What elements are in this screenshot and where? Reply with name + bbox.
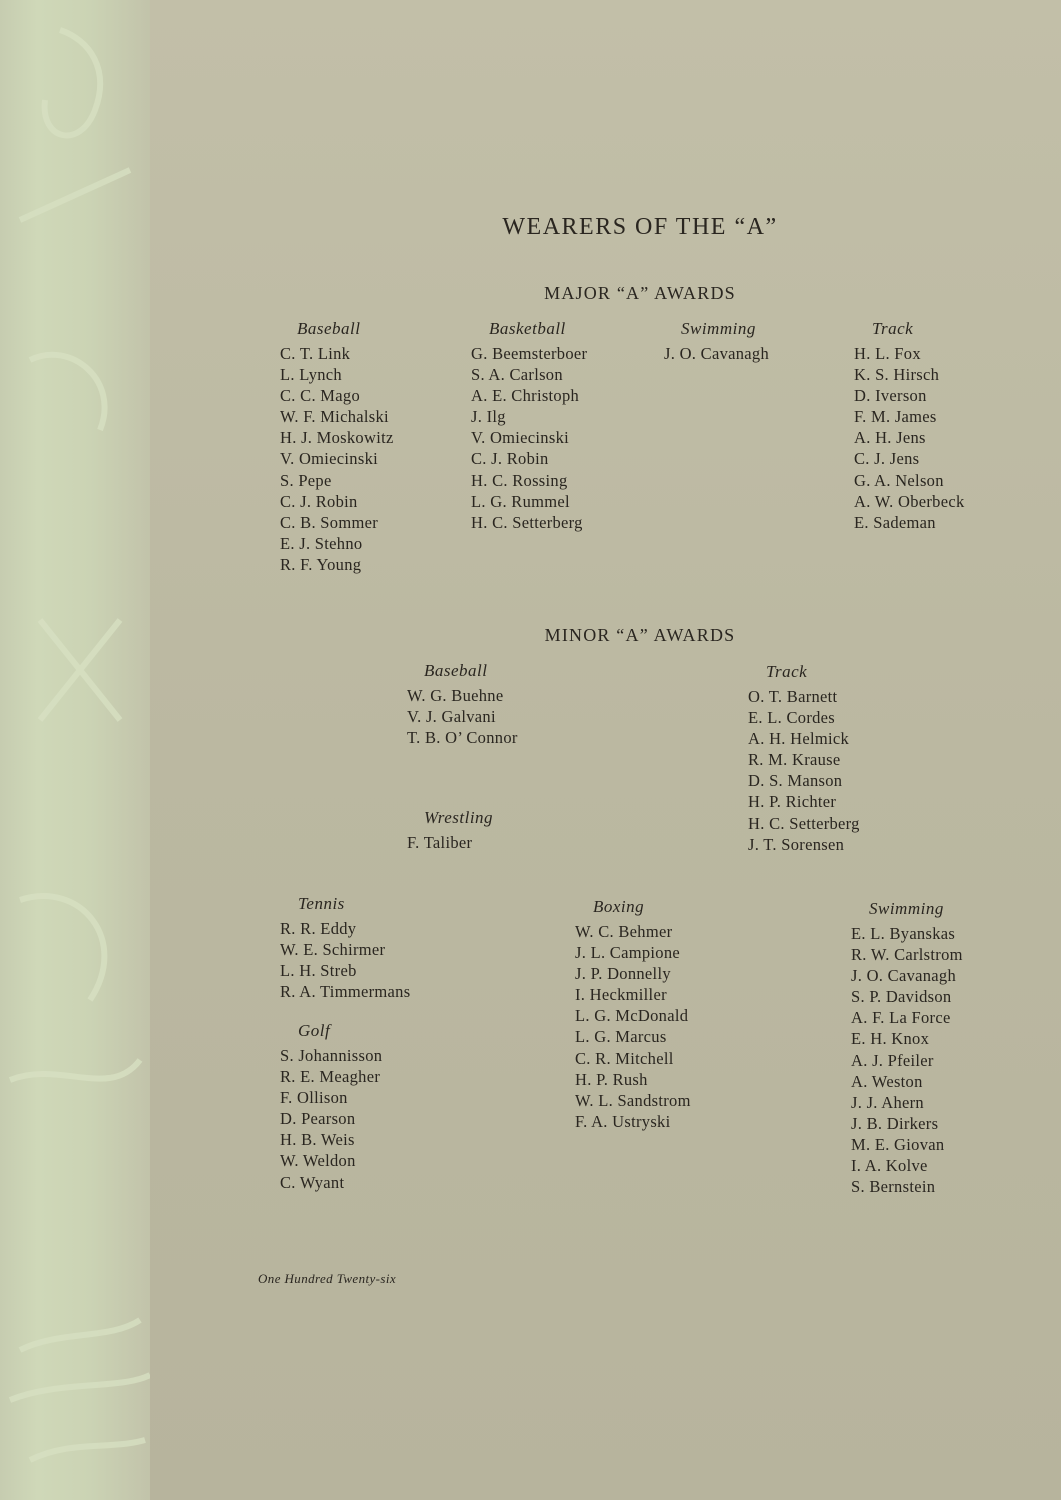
list-item: W. C. Behmer bbox=[575, 922, 673, 941]
list-item: A. F. La Force bbox=[851, 1008, 951, 1028]
list-item: C. J. Jens bbox=[854, 449, 920, 469]
list-item: J. B. Dirkers bbox=[851, 1113, 939, 1133]
minor-golf-column bbox=[280, 1021, 382, 1193]
sport-heading: Golf bbox=[298, 1021, 331, 1040]
major-basketball-column bbox=[471, 319, 587, 533]
list-item: S. Johannisson bbox=[280, 1046, 383, 1065]
list-item: R. F. Young bbox=[280, 554, 362, 574]
list-item: H. C. Rossing bbox=[471, 470, 568, 490]
list-item: V. Omiecinski bbox=[471, 428, 570, 448]
list-item: I. Heckmiller bbox=[575, 985, 667, 1005]
list-item: J. J. Ahern bbox=[851, 1092, 924, 1112]
list-item: R. W. Carlstrom bbox=[851, 945, 963, 965]
list-item: E. J. Stehno bbox=[280, 533, 363, 553]
list-item: L. G. Rummel bbox=[471, 491, 570, 511]
list-item: L. G. Marcus bbox=[575, 1027, 667, 1047]
list-item: H. C. Setterberg bbox=[471, 512, 583, 532]
list-item: J. O. Cavanagh bbox=[664, 344, 770, 363]
name-list bbox=[407, 832, 493, 853]
name-list bbox=[280, 918, 410, 1002]
list-item: K. S. Hirsch bbox=[854, 365, 940, 385]
list-item: J. Ilg bbox=[471, 407, 506, 427]
page-number-footer: One Hundred Twenty-six bbox=[258, 1271, 397, 1286]
minor-wrestling-column bbox=[407, 808, 493, 853]
sport-heading: Basketball bbox=[489, 319, 566, 338]
list-item: A. H. Jens bbox=[854, 428, 926, 448]
list-item: R. R. Eddy bbox=[280, 919, 357, 938]
list-item: R. E. Meagher bbox=[280, 1067, 381, 1087]
list-item: D. S. Manson bbox=[748, 771, 843, 791]
name-list bbox=[664, 343, 769, 364]
sport-heading: Tennis bbox=[298, 894, 345, 913]
list-item: W. F. Michalski bbox=[280, 407, 389, 427]
list-item: E. H. Knox bbox=[851, 1029, 930, 1049]
list-item: A. E. Christoph bbox=[471, 386, 580, 406]
list-item: V. J. Galvani bbox=[407, 707, 496, 727]
page-title: WEARERS OF THE “A” bbox=[502, 214, 778, 240]
list-item: S. A. Carlson bbox=[471, 365, 563, 385]
minor-track-column bbox=[748, 662, 860, 855]
sport-heading: Track bbox=[872, 319, 914, 338]
list-item: C. C. Mago bbox=[280, 386, 361, 406]
list-item: F. A. Ustryski bbox=[575, 1111, 671, 1131]
list-item: H. P. Rush bbox=[575, 1069, 648, 1089]
list-item: A. J. Pfeiler bbox=[851, 1050, 934, 1070]
list-item: H. B. Weis bbox=[280, 1130, 355, 1150]
minor-baseball-column bbox=[407, 661, 518, 748]
sport-heading: Baseball bbox=[424, 661, 488, 680]
list-item: A. Weston bbox=[851, 1071, 923, 1091]
list-item: J. O. Cavanagh bbox=[851, 966, 957, 986]
list-item: L. H. Streb bbox=[280, 961, 357, 981]
name-list bbox=[851, 923, 963, 1197]
list-item: T. B. O’ Connor bbox=[407, 728, 518, 748]
minor-tennis-column bbox=[280, 894, 410, 1002]
name-list bbox=[407, 685, 518, 748]
minor-swimming-column bbox=[851, 899, 963, 1197]
major-track-column bbox=[854, 319, 965, 533]
name-list bbox=[575, 921, 691, 1132]
major-swimming-column bbox=[664, 319, 769, 364]
name-list bbox=[854, 343, 965, 533]
list-item: D. Pearson bbox=[280, 1109, 356, 1129]
list-item: C. T. Link bbox=[280, 344, 351, 363]
name-list bbox=[280, 343, 394, 575]
list-item: D. Iverson bbox=[854, 386, 927, 406]
minor-boxing-column bbox=[575, 897, 691, 1132]
list-item: R. M. Krause bbox=[748, 750, 841, 770]
sport-heading: Wrestling bbox=[424, 808, 494, 827]
list-item: E. Sademan bbox=[854, 512, 936, 532]
list-item: G. Beemsterboer bbox=[471, 344, 588, 363]
list-item: H. L. Fox bbox=[854, 344, 921, 363]
list-item: J. T. Sorensen bbox=[748, 834, 845, 854]
list-item: C. J. Robin bbox=[471, 449, 549, 469]
list-item: R. A. Timmermans bbox=[280, 982, 411, 1002]
list-item: F. M. James bbox=[854, 407, 937, 427]
list-item: M. E. Giovan bbox=[851, 1134, 945, 1154]
list-item: O. T. Barnett bbox=[748, 687, 838, 706]
list-item: I. A. Kolve bbox=[851, 1156, 928, 1176]
list-item: W. Weldon bbox=[280, 1151, 356, 1171]
sport-heading: Swimming bbox=[681, 319, 756, 338]
sport-heading: Track bbox=[766, 662, 808, 681]
list-item: W. E. Schirmer bbox=[280, 940, 386, 960]
major-awards-heading: MAJOR “A” AWARDS bbox=[544, 283, 736, 303]
list-item: C. Wyant bbox=[280, 1172, 345, 1192]
list-item: J. L. Campione bbox=[575, 943, 681, 963]
list-item: H. J. Moskowitz bbox=[280, 428, 394, 448]
list-item: F. Ollison bbox=[280, 1088, 348, 1108]
list-item: F. Taliber bbox=[407, 833, 473, 852]
list-item: C. J. Robin bbox=[280, 491, 358, 511]
list-item: C. B. Sommer bbox=[280, 512, 379, 532]
list-item: H. P. Richter bbox=[748, 792, 837, 812]
list-item: H. C. Setterberg bbox=[748, 813, 860, 833]
list-item: J. P. Donnelly bbox=[575, 964, 671, 984]
list-item: V. Omiecinski bbox=[280, 449, 379, 469]
list-item: L. G. McDonald bbox=[575, 1006, 689, 1026]
list-item: S. Pepe bbox=[280, 470, 332, 490]
list-item: A. W. Oberbeck bbox=[854, 491, 965, 511]
sport-heading: Boxing bbox=[593, 897, 645, 916]
list-item: C. R. Mitchell bbox=[575, 1048, 674, 1068]
sport-heading: Swimming bbox=[869, 899, 944, 918]
name-list bbox=[748, 686, 860, 855]
list-item: W. G. Buehne bbox=[407, 686, 504, 705]
major-baseball-column bbox=[280, 319, 394, 575]
list-item: G. A. Nelson bbox=[854, 470, 944, 490]
sport-heading: Baseball bbox=[297, 319, 361, 338]
list-item: E. L. Byanskas bbox=[851, 924, 956, 943]
list-item: E. L. Cordes bbox=[748, 708, 836, 728]
minor-awards-heading: MINOR “A” AWARDS bbox=[544, 625, 736, 645]
list-item: S. Bernstein bbox=[851, 1177, 936, 1197]
list-item: W. L. Sandstrom bbox=[575, 1090, 691, 1110]
list-item: A. H. Helmick bbox=[748, 729, 850, 749]
list-item: S. P. Davidson bbox=[851, 987, 952, 1007]
list-item: L. Lynch bbox=[280, 365, 342, 385]
name-list bbox=[471, 343, 587, 533]
name-list bbox=[280, 1045, 382, 1193]
